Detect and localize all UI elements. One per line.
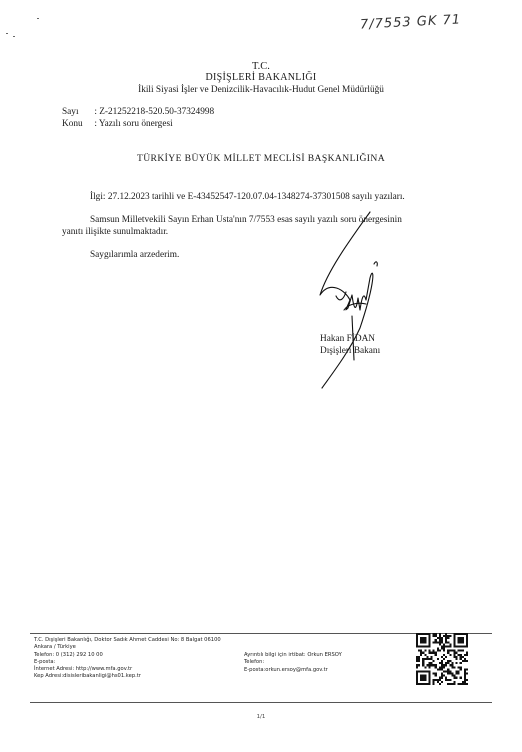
qr-code [416, 633, 468, 685]
closing-line: Saygılarımla arzederim. [90, 250, 180, 260]
page-number: 1/1 [256, 714, 266, 720]
footer-kep: Kep Adresi:disisleribakanligi@hs01.kep.tr [34, 673, 141, 680]
footer-contact: Ayrıntılı bilgi için irtibat: Orkun ERSOY [244, 652, 342, 658]
sayi-label: Sayı [62, 107, 79, 117]
footer-email: E-posta: [34, 658, 56, 665]
handwritten-signature [300, 200, 420, 390]
scan-speck [13, 36, 15, 37]
header-department: İkili Siyasi İşler ve Denizcilik-Havacılık-Hudut Genel Müdürlüğü [138, 85, 384, 95]
footer-web: İnternet Adresi: http://www.mfa.gov.tr [34, 666, 133, 673]
scan-speck [6, 33, 8, 34]
footer-phone: Telefon: 0 (312) 292 10 00 [34, 651, 103, 658]
footer-contact-block [244, 652, 342, 674]
footer-contact-phone: Telefon: [244, 659, 265, 666]
footer-city: Ankara / Türkiye [34, 644, 76, 651]
konu-label: Konu [62, 119, 83, 129]
meta-sayi-row [62, 107, 214, 117]
header-ministry: DIŞİŞLERİ BAKANLIĞI [205, 72, 317, 83]
signatory-name: Hakan FİDAN [320, 334, 375, 344]
header-tc: T.C. [252, 61, 270, 72]
meta-konu-row [62, 119, 173, 129]
handwritten-reference-note: 7/7553 GK 71 [359, 12, 462, 33]
footer-bottom-rule [30, 702, 492, 703]
konu-value: : Yazılı soru önergesi [94, 119, 173, 129]
recipient-line: TÜRKİYE BÜYÜK MİLLET MECLİSİ BAŞKANLIĞINA [136, 153, 386, 164]
sayi-value: : Z-21252218-520.50-37324998 [94, 107, 215, 117]
ilgi-line: İlgi: 27.12.2023 tarihli ve E-43452547-120.07.04-1348274-37301508 sayılı yazıları. [90, 192, 405, 202]
footer-left-block [34, 637, 221, 681]
body-paragraph-line-1: Samsun Milletvekili Sayın Erhan Usta'nın 7/7553 esas sayılı yazılı soru önergesinin [90, 215, 402, 225]
footer-contact-email: E-posta:orkun.ersoy@mfa.gov.tr [244, 666, 328, 673]
signatory-title: Dışişleri Bakanı [320, 346, 381, 356]
body-paragraph-line-2: yanıtı ilişikte sunulmaktadır. [62, 227, 169, 237]
footer-address: T.C. Dışişleri Bakanlığı, Doktor Sadık Ahmet Caddesi No: 8 Balgat 06100 [34, 637, 221, 643]
scan-speck [37, 18, 39, 19]
